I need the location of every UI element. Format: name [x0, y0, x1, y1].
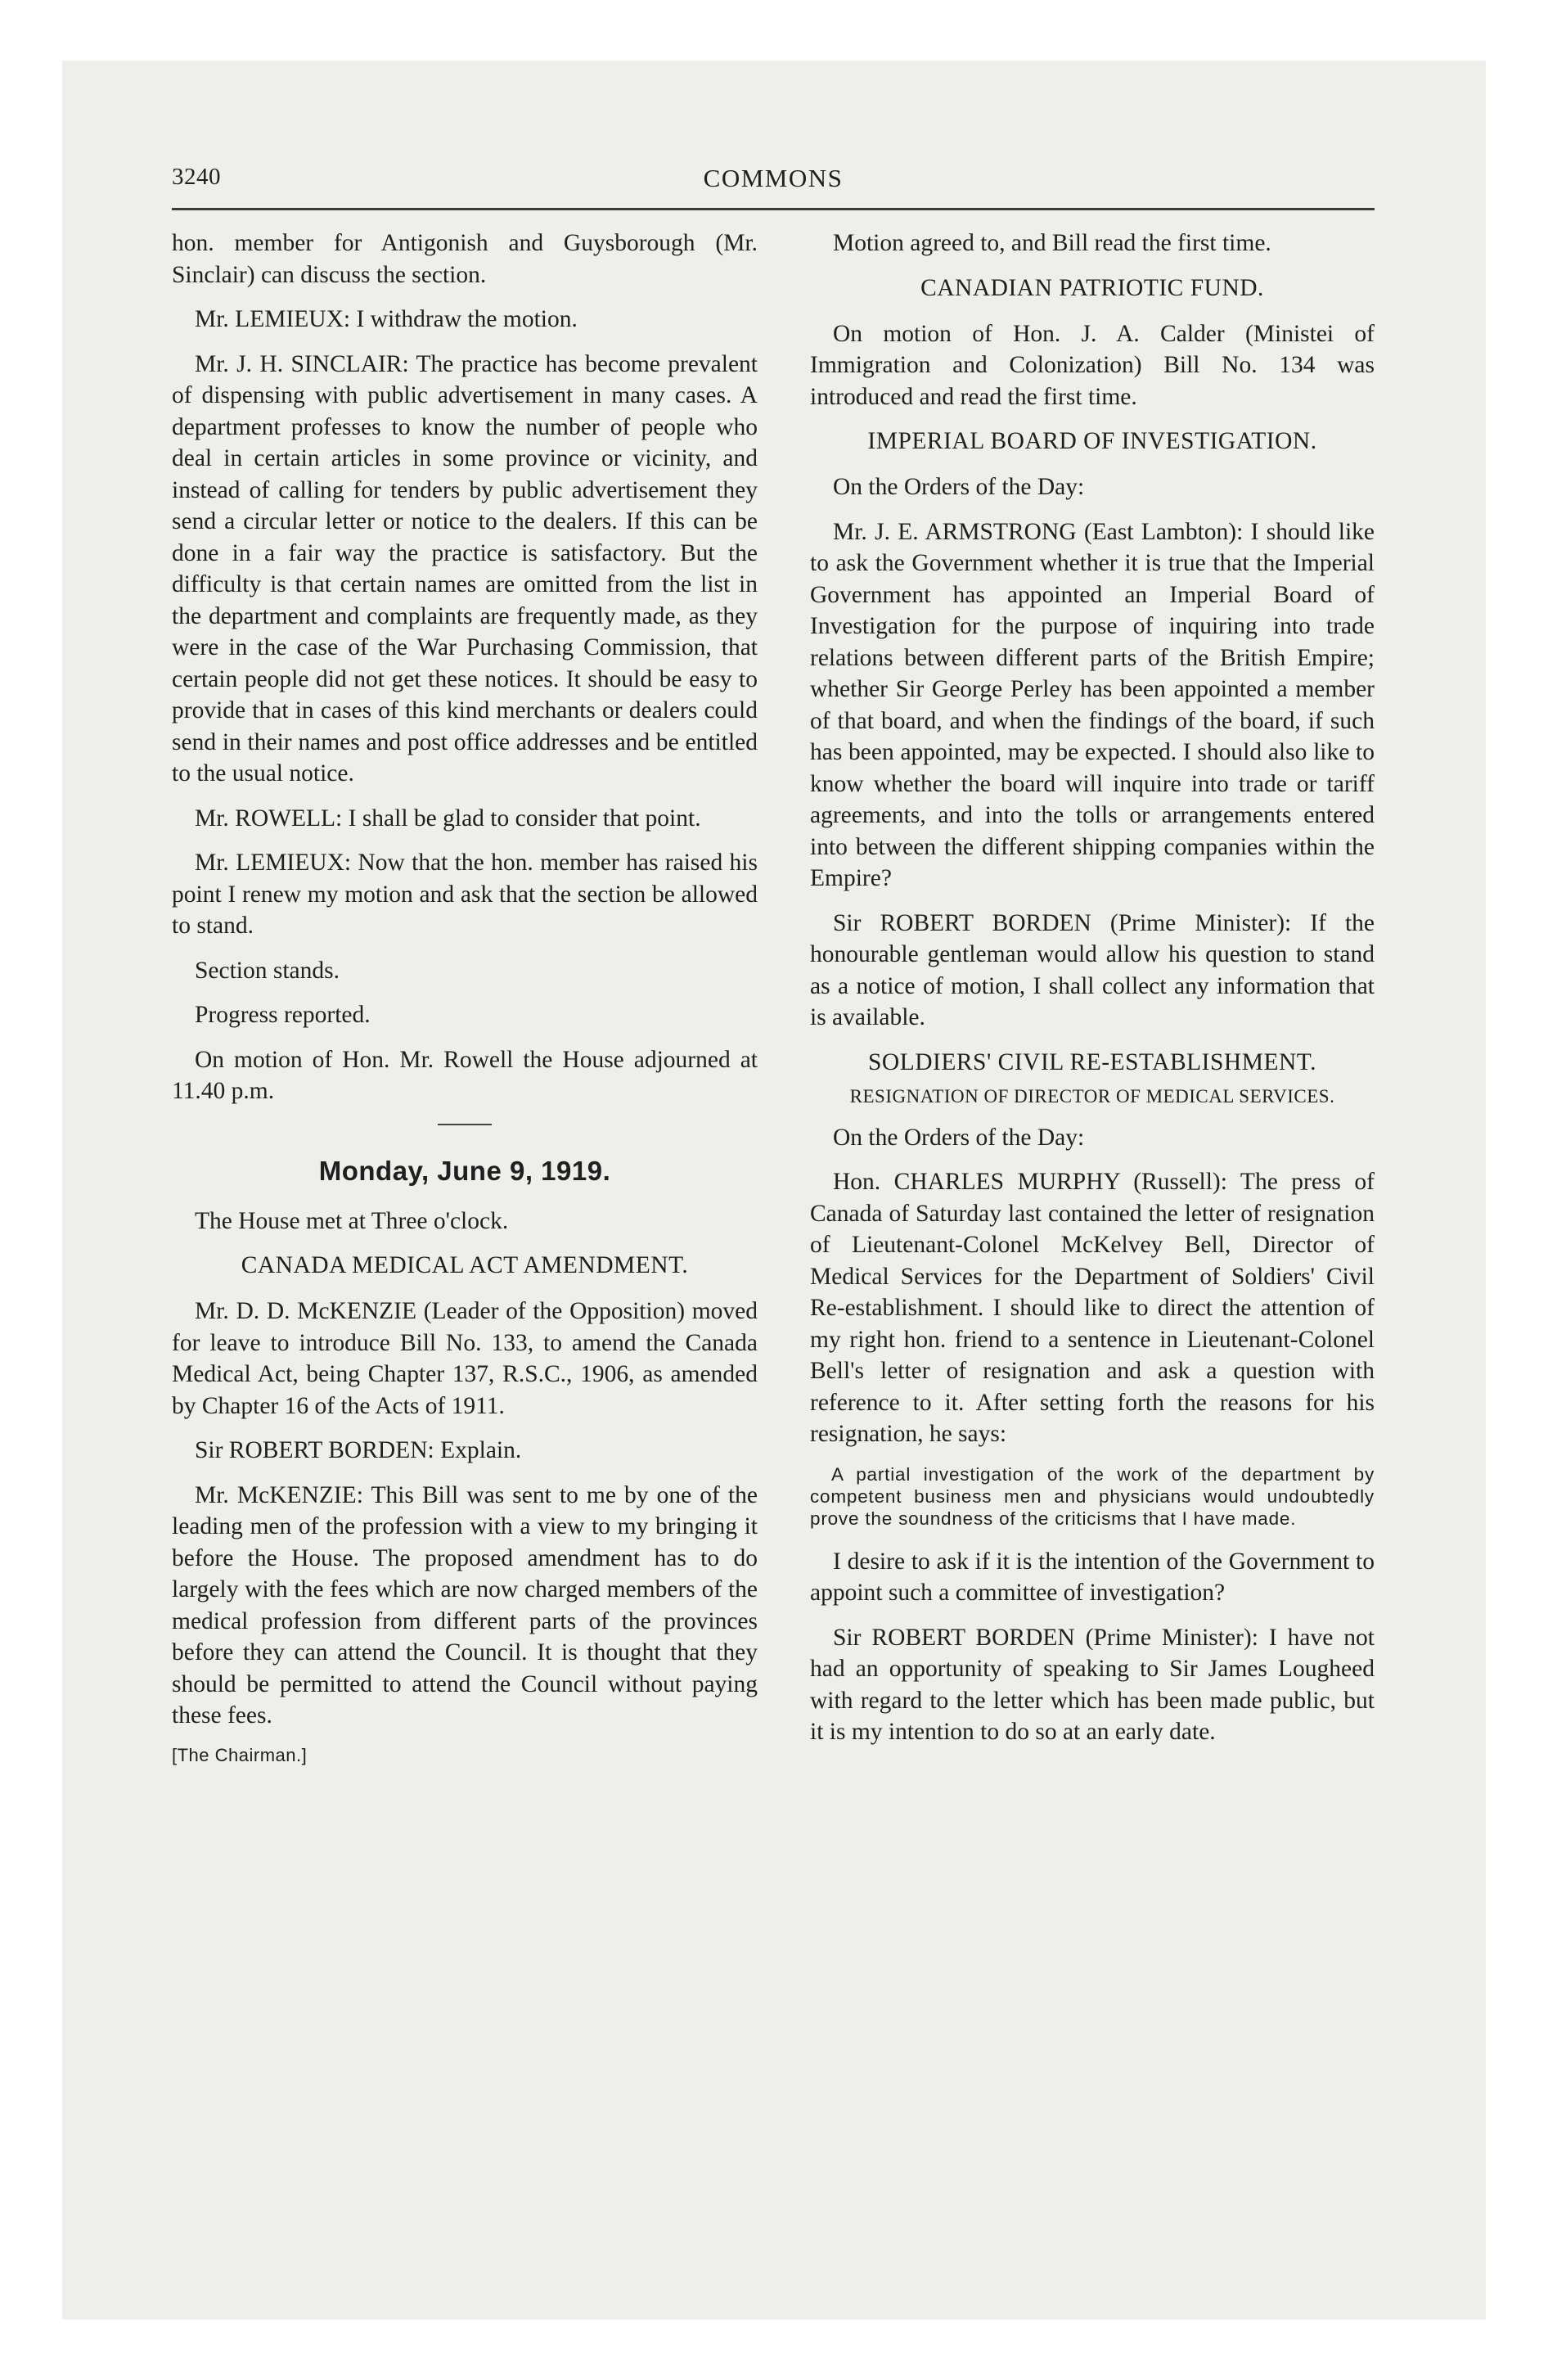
paragraph: Mr. McKENZIE: This Bill was sent to me by one of the leading men of the profession with a view to my bringing it before the House. The proposed amendment has to do largely with the fees which are now charged members of the medical profession from different parts of the provinces before they can attend the Council. It is thought that they should be permitted to attend the Council without paying these fees.	[172, 1481, 758, 1729]
page-content	[172, 159, 1375, 2287]
column-footer-note: [The Chairman.]	[172, 1744, 308, 1765]
page-number: 3240	[172, 164, 221, 190]
section-heading: CANADA MEDICAL ACT AMENDMENT.	[241, 1252, 689, 1278]
paragraph: Section stands.	[195, 957, 340, 984]
left-column	[172, 228, 758, 1766]
paragraph: On the Orders of the Day:	[833, 474, 1085, 500]
sitting-date-heading: Monday, June 9, 1919.	[318, 1155, 611, 1186]
paragraph: On motion of Hon. J. A. Calder (Ministei of Immigration and Colonization) Bill No. 134 was introduced and read the first time.	[810, 320, 1375, 410]
paragraph: Sir ROBERT BORDEN (Prime Minister): If the honourable gentleman would allow his question to stand as a notice of motion, I shall collect any information that is available.	[810, 909, 1375, 1030]
paragraph: Mr. LEMIEUX: Now that the hon. member has raised his point I renew my motion and ask that the section be allowed to stand.	[172, 850, 758, 939]
paragraph: I desire to ask if it is the intention of the Government to appoint such a committee of investigation?	[810, 1548, 1375, 1606]
paragraph: hon. member for Antigonish and Guysborough (Mr. Sinclair) can discuss the section.	[172, 230, 758, 288]
paragraph: Mr. J. E. ARMSTRONG (East Lambton): I should like to ask the Government whether it is true that the Imperial Government has appointed an Imperial Board of Investigation for the purpose of inquiring into trade relations between different parts of the British Empire; whether Sir George Perley has been appointed a member of that board, and when the findings of the board, if such has been appointed, may be expected. I should also like to know whether the board will inquire into trade or tariff agreements, and into the tolls or arrangements entered into between the different shipping companies within the Empire?	[810, 518, 1375, 891]
paragraph: Progress reported.	[195, 1002, 371, 1028]
paragraph: Sir ROBERT BORDEN: Explain.	[195, 1437, 522, 1463]
paragraph: The House met at Three o'clock.	[195, 1207, 509, 1234]
paragraph: Hon. CHARLES MURPHY (Russell): The press of Canada of Saturday last contained the letter of resignation of Lieutenant-Colonel McKelvey Bell, Director of Medical Services for the Department of Soldiers' Civil Re-establishment. I should like to direct the attention of my right hon. friend to a sentence in Lieutenant-Colonel Bell's letter of resignation and ask a question with reference to it. After setting forth the reasons for his resignation, he says:	[810, 1169, 1375, 1447]
paragraph: On motion of Hon. Mr. Rowell the House adjourned at 11.40 p.m.	[172, 1046, 758, 1104]
paragraph: Motion agreed to, and Bill read the first time.	[833, 230, 1271, 256]
paragraph: Mr. D. D. McKENZIE (Leader of the Opposition) moved for leave to introduce Bill No. 133, to amend the Canada Medical Act, being Chapter 137, R.S.C., 1906, as amended by Chapter 16 of the Acts of 1911.	[172, 1298, 758, 1419]
section-divider	[438, 1124, 492, 1125]
paragraph: Mr. J. H. SINCLAIR: The practice has become prevalent of dispensing with public advertisement in many cases. A department professes to know the number of people who deal in certain articles in some province or vicinity, and instead of calling for tenders by public advertisement they send a circular letter or notice to the dealers. If this can be done in a fair way the practice is satisfactory. But the difficulty is that certain names are omitted from the list in the department and complaints are frequently made, as they were in the case of the War Purchasing Commission, that certain people did not get these notices. It should be easy to provide that in cases of this kind merchants or dealers could send in their names and post office addresses and be entitled to the usual notice.	[172, 350, 758, 787]
paragraph: Sir ROBERT BORDEN (Prime Minister): I have not had an opportunity of speaking to Sir James Lougheed with regard to the letter which has been made public, but it is my intention to do so at an early date.	[810, 1624, 1375, 1745]
paragraph: On the Orders of the Day:	[833, 1124, 1085, 1151]
block-quote: A partial investigation of the work of the department by competent business men and physicians would undoubtedly prove the soundness of the criticisms that I have made.	[810, 1463, 1375, 1529]
page-header	[172, 159, 1375, 211]
paragraph: Mr. LEMIEUX: I withdraw the motion.	[195, 306, 578, 332]
section-heading: CANADIAN PATRIOTIC FUND.	[920, 274, 1264, 301]
running-title: COMMONS	[703, 164, 844, 192]
section-subheading: RESIGNATION OF DIRECTOR OF MEDICAL SERVICES.	[849, 1085, 1335, 1107]
text-columns	[172, 228, 1375, 2287]
scanned-page	[62, 61, 1486, 2319]
right-column	[810, 228, 1375, 1761]
header-rule	[172, 208, 1375, 210]
section-heading: IMPERIAL BOARD OF INVESTIGATION.	[867, 428, 1317, 454]
section-heading: SOLDIERS' CIVIL RE-ESTABLISHMENT.	[868, 1048, 1316, 1075]
paragraph: Mr. ROWELL: I shall be glad to consider that point.	[195, 805, 701, 832]
